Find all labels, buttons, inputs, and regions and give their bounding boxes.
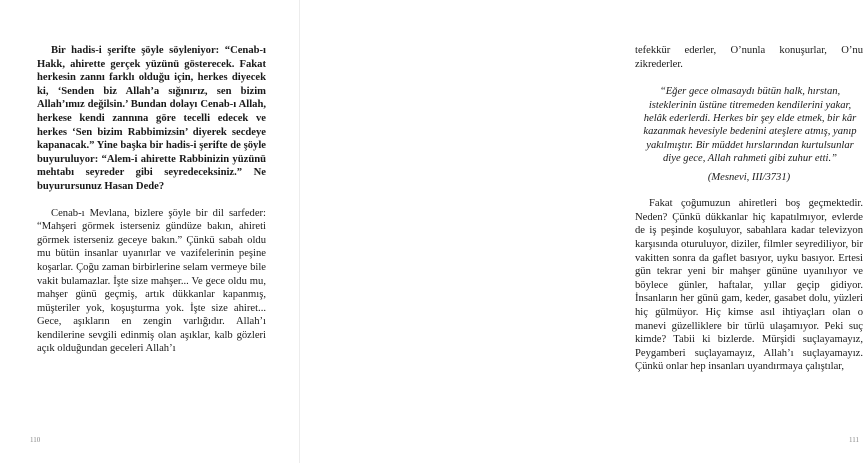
right-page-number: 111 (849, 436, 859, 444)
left-page (0, 0, 300, 463)
main-paragraph: Fakat çoğumuzun ahiretleri boş geçmektedir. Neden? Çünkü dükkanlar hiç kapatılmıyor, evlerde de iş peşinde koşuluyor, sabahlara kadar televizyon karşısında oturuluyor, diziler, filmler seyrediliyor, bir vakitten sonra da gaflet basıyor, uyku basıyor. Ertesi gün tekrar yeni bir mahşer gününe uyanılıyor ve böylece günler, haftalar, yıllar geçip gidiyor. İnsanların her günü gam, keder, gasabet dolu, yüzleri hiç gülmüyor. Hiç kimse asıl ihtiyaçları olan o manevi güzelliklere bir türlü ulaşamıyor. Peki suç kimde? Tabii ki bizlerde. Mürşidi suçlayamayız, Peygamberi suçlayamayız, Allah’ı suçlayamayız. Çünkü onlar hep insanları uyandırmaya çalıştılar, (635, 198, 863, 373)
right-page-text-column (635, 44, 863, 374)
left-page-text-column (37, 44, 266, 356)
continuation-text: tefekkür ederler, O’nunla konuşurlar, O’nu zikrederler. (635, 45, 863, 70)
right-page (300, 0, 863, 463)
quote-source: (Mesnevi, III/3731) (707, 171, 791, 183)
mevlana-paragraph: Cenab-ı Mevlana, bizlere şöyle bir dil sarfeder: “Mahşeri görmek isterseniz gündüze bakın, ahireti görmek isterseniz geceye bakın.” Çünkü sabah oldu mu bütün insanlar uyanırlar ve vazifelerinin peşine koşarlar. Çoğu zaman birbirlerine selam vermeye bile vakit bulamazlar. İşte size mahşer... Ve gece oldu mu, mahşer günü geçmiş, artık dükkanlar kapanmış, müşteriler yok, koşuşturma yok. İşte size ahiret... Gece, aşıkların en zengin varlığıdır. Allah’ı kendilerine sevgili edinmiş olan aşıklar, kalb gözleri açık olduğundan geceleri Allah’ı (37, 207, 266, 355)
mesnevi-quote: “Eğer gece olmasaydı bütün halk, hırstan, isteklerinin üstüne titremeden kendilerini yakar, helâk ederlerdi. Herkes bir şey elde etmek, bir kâr kazanmak hevesiyle bedenini ateşlere atmış, yanıp yakılmıştır. Bir müddet hırslarından kurtulsunlar diye gece, Allah rahmeti gibi zuhur etti.” (643, 86, 857, 165)
left-page-number: 110 (30, 436, 41, 444)
hadith-paragraph: Bir hadis-i şerifte şöyle söyleniyor: “Cenab-ı Hakk, ahirette gerçek yüzünü gösterecek. Fakat herkesin zannı farklı olduğu için, herkes diyecek ki, ‘Senden biz Allah’a sığınırız, sen bizim Allah’ımız değilsin.’ Bundan dolayı Cenab-ı Allah, herkese kendi zannına göre tecelli edecek ve herkes ‘Sen bizim Rabbimizsin’ diyerek secdeye kapanacak.” Yine başka bir hadis-i şerifte de şöyle buyuruluyor: “Alem-i ahirette Rabbinizin yüzünü mehtabı seyreder gibi seyredeceksiniz.” Ne buyurursunuz Hasan Dede? (37, 45, 266, 192)
